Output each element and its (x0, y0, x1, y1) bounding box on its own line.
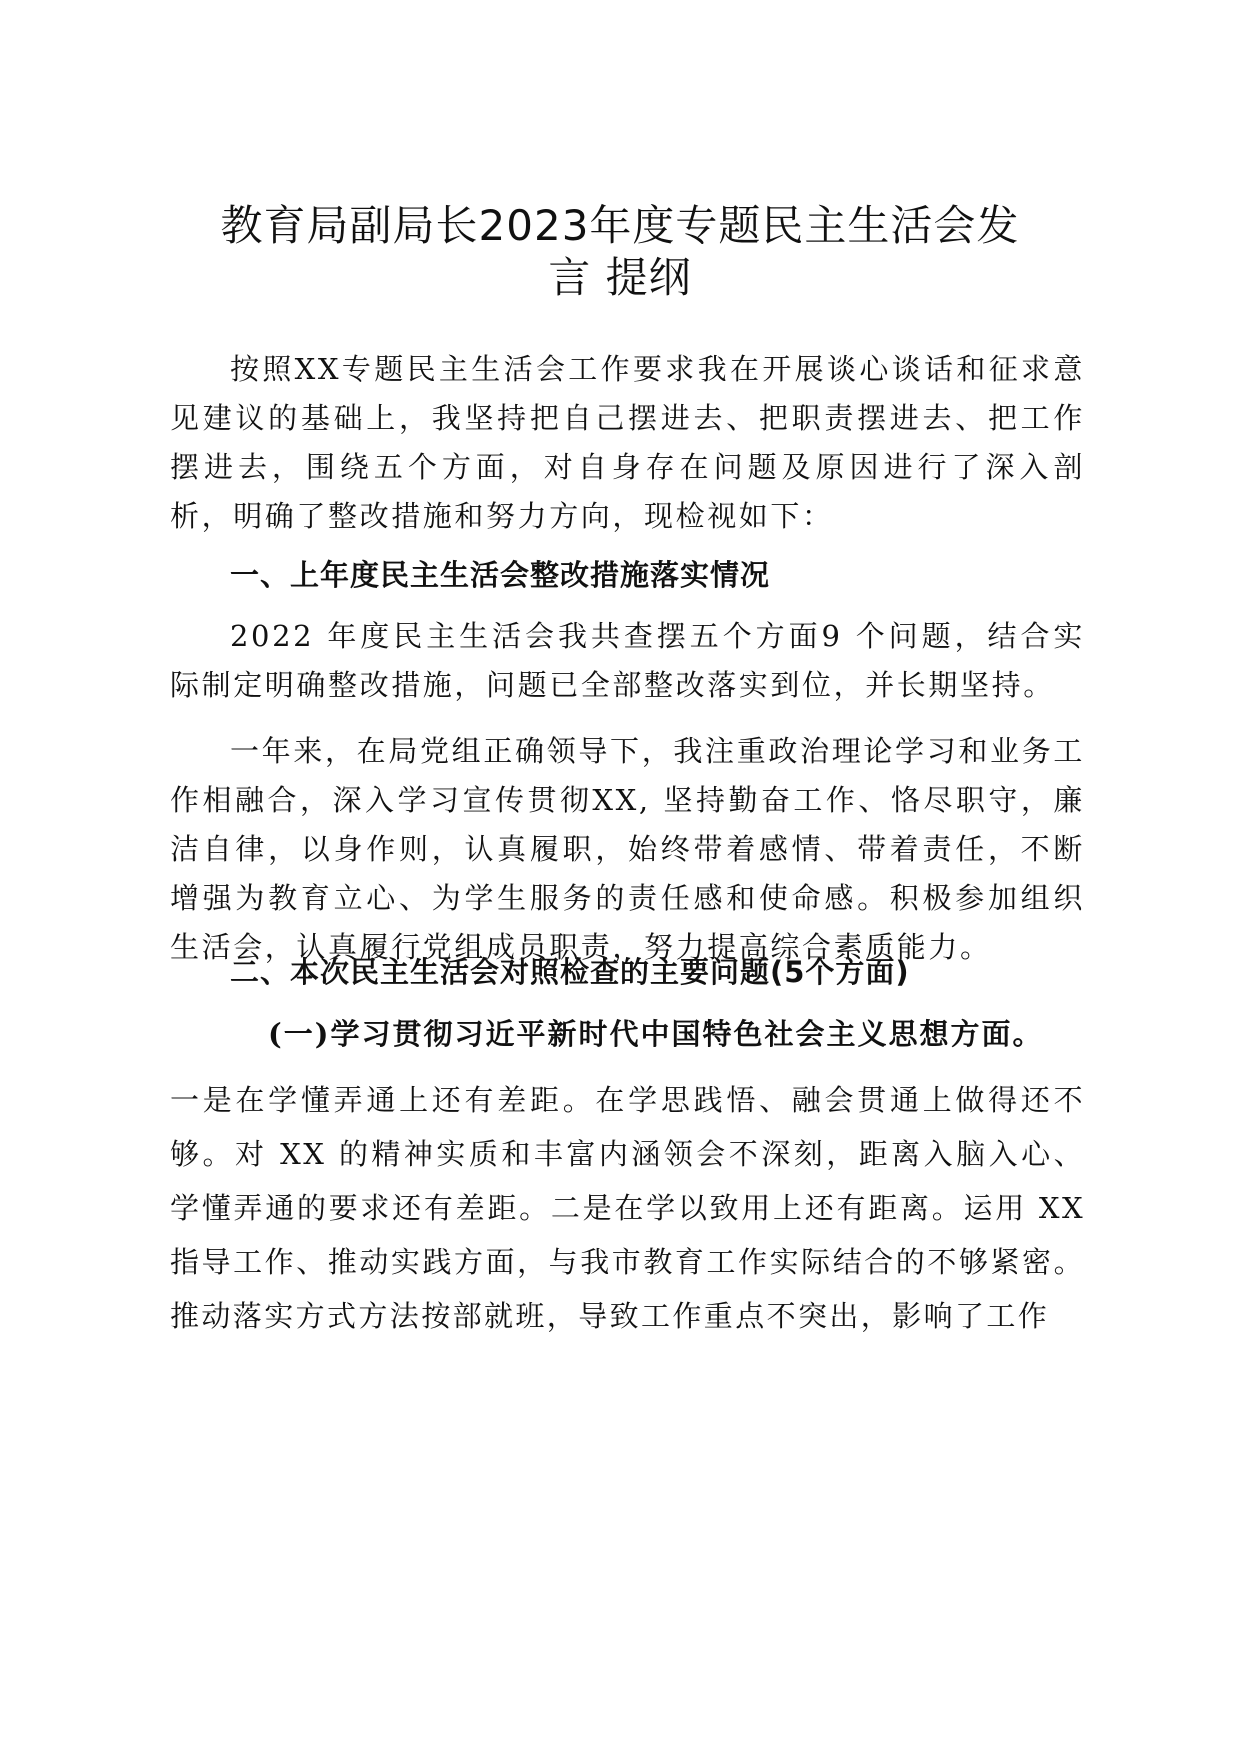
document-title (160, 200, 1080, 304)
section1-heading: 一、上年度民主生活会整改措施落实情况 (230, 558, 771, 592)
section2-subsection1-paragraph: 一是在学懂弄通上还有差距。在学思践悟、融会贯通上做得还不够。对 XX 的精神实质和丰富内涵领会不深刻，距离入脑入心、学懂弄通的要求还有差距。二是在学以致用上还有距离。运用 XX 指导工作、推动实践方面，与我市教育工作实际结合的不够紧密。推动落实方式方法按部就班，导致工作重点不突出，影响了工作 (170, 1083, 1085, 1333)
section1-paragraph-1: 2022 年度民主生活会我共查摆五个方面9 个问题，结合实际制定明确整改措施，问题已全部整改落实到位，并长期坚持。 (170, 619, 1085, 702)
section2-heading: 二、本次民主生活会对照检查的主要问题(5个方面) (230, 955, 910, 989)
section2-subheading-1: (一)学习贯彻习近平新时代中国特色社会主义思想方面。 (268, 1017, 1044, 1051)
document-title-line2: 言 提纲 (548, 253, 692, 302)
intro-paragraph: 按照XX专题民主生活会工作要求我在开展谈心谈话和征求意见建议的基础上，我坚持把自己摆进去、把职责摆进去、把工作摆进去，围绕五个方面，对自身存在问题及原因进行了深入剖析，明确了整改措施和努力方向，现检视如下： (170, 352, 1085, 533)
document-title-line1: 教育局副局长2023年度专题民主生活会发 (220, 201, 1020, 250)
section1-paragraph-2: 一年来，在局党组正确领导下，我注重政治理论学习和业务工作相融合，深入学习宣传贯彻XX, 坚持勤奋工作、恪尽职守，廉洁自律，以身作则，认真履职，始终带着感情、带着责任，不断增强为教育立心、为学生服务的责任感和使命感。积极参加组织生活会，认真履行党组成员职责，努力提高综合素质能力。 (170, 734, 1085, 964)
